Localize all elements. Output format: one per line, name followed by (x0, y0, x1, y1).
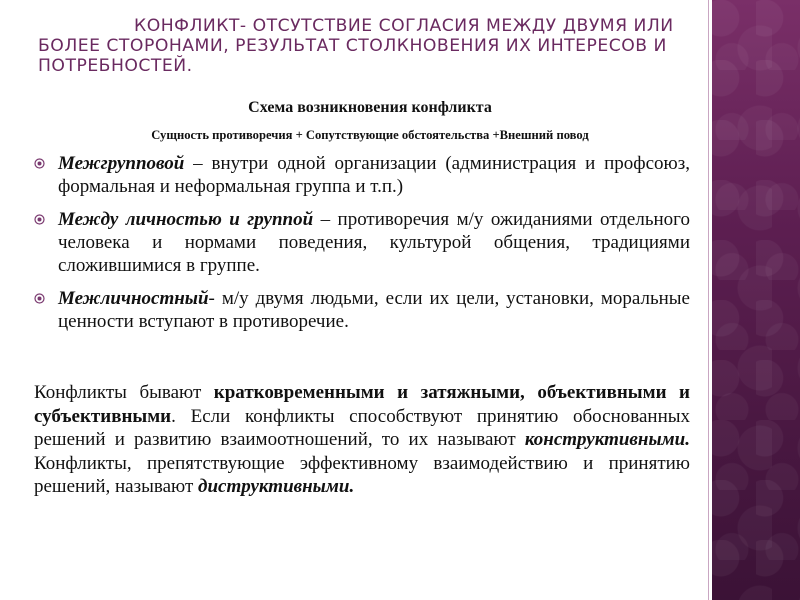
bullet-text: - м/у двумя людьми, если их цели, установки, моральные ценности вступают в противоречие. (58, 288, 690, 332)
para-bold-2: конструктивными. (524, 429, 690, 451)
title-line-2: БОЛЕЕ СТОРОНАМИ, РЕЗУЛЬТАТ СТОЛКНОВЕНИЯ ИХ ИНТЕРЕСОВ И (38, 36, 667, 56)
list-item (36, 287, 690, 333)
sidebar-pattern (712, 0, 800, 600)
bullet-text: – противоречия м/у ожиданиями отдельного человека и нормами поведения, культурой общения, традициями сложившимися в группе. (58, 209, 690, 276)
decorative-sidebar (712, 0, 800, 600)
title-line-1: КОНФЛИКТ- ОТСУТСТВИЕ СОГЛАСИЯ МЕЖДУ ДВУМЯ ИЛИ (134, 16, 674, 36)
circle-bullet-icon (34, 158, 44, 168)
circle-bullet-icon (34, 214, 44, 224)
para-text-3: Конфликты, препятствующие эффективному взаимодействию и принятию решений, называют (34, 452, 690, 498)
title-line-3: ПОТРЕБНОСТЕЙ. (38, 56, 193, 76)
slide-title (38, 16, 698, 76)
bullet-text: – внутри одной организации (администрация и профсоюз, формальная и неформальная группа и т.п.) (58, 153, 690, 197)
bullet-term: Межгрупповой (58, 153, 185, 174)
sidebar-divider (708, 0, 709, 600)
circle-bullet-icon (34, 293, 44, 303)
bullet-term: Межличностный (58, 288, 209, 309)
list-item (36, 152, 690, 198)
para-bold-1: кратковременными и затяжными, объективными и субъективными (34, 382, 690, 427)
bullet-list (36, 152, 690, 343)
para-text-1: Конфликты бывают (34, 382, 214, 403)
conclusion-paragraph (34, 381, 690, 499)
bullet-term: Между личностью и группой (58, 209, 314, 230)
para-bold-3: диструктивными. (198, 476, 355, 498)
para-text-2: . Если конфликты способствуют принятию обоснованных решений и развитию взаимоотношений, то их называют (34, 405, 690, 451)
list-item (36, 208, 690, 277)
scheme-formula: Сущность противоречия + Сопутствующие обстоятельства +Внешний повод (151, 128, 589, 142)
scheme-title: Схема возникновения конфликта (248, 99, 492, 116)
